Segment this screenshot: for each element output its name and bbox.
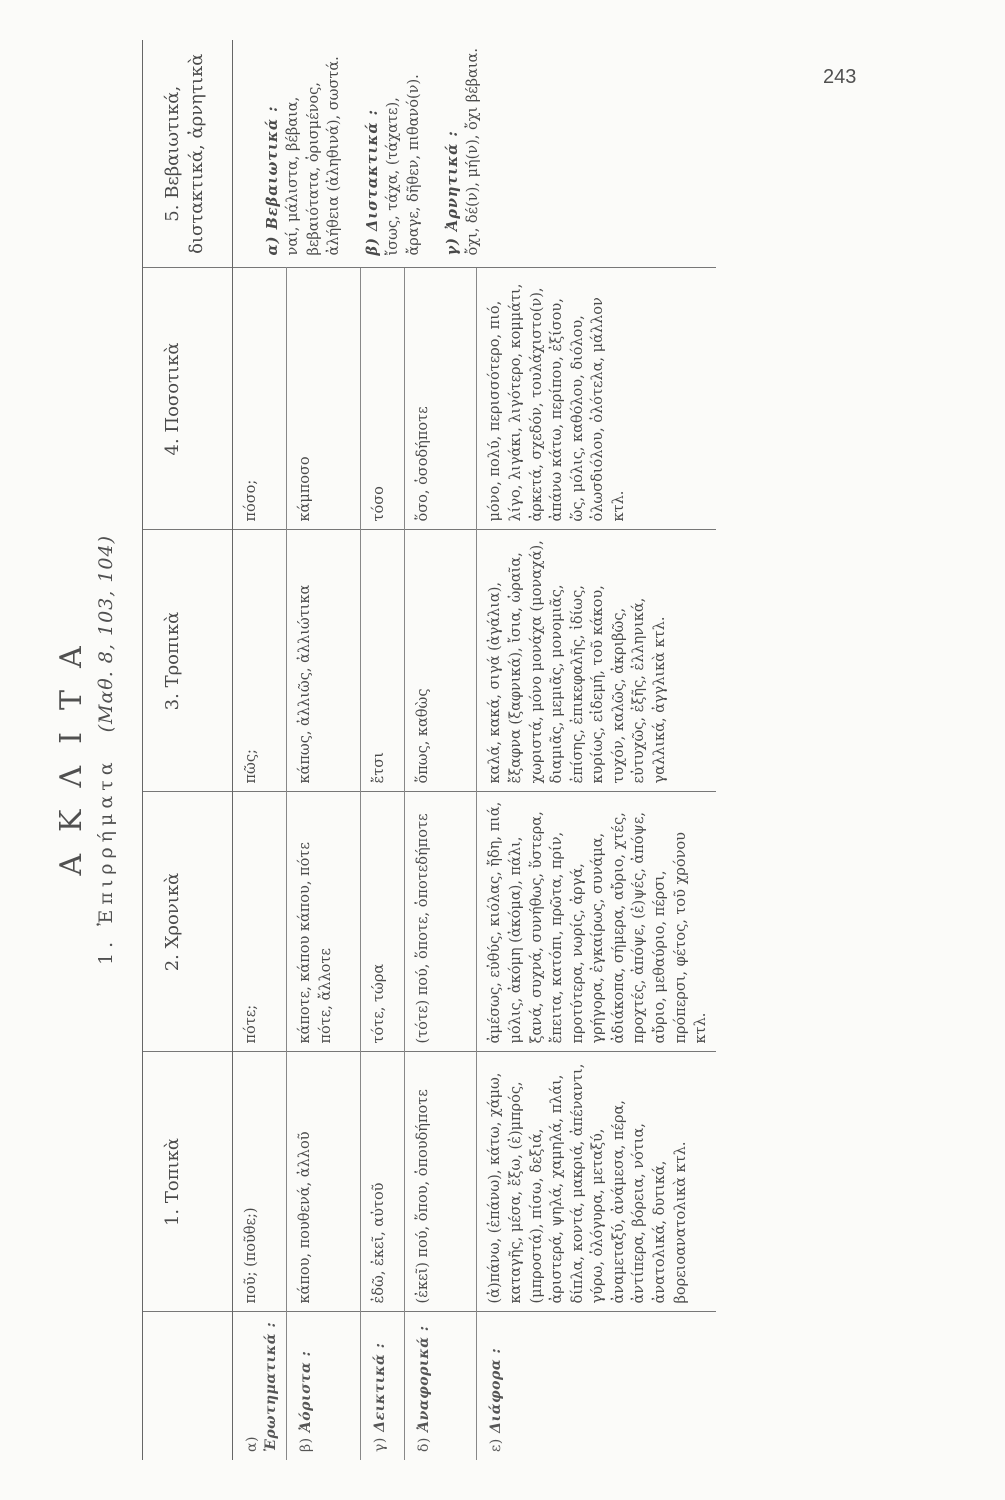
table-cell: κάμποσο xyxy=(287,268,361,530)
table-cell: ὅσο, ὁσοδήποτε xyxy=(405,268,477,530)
section-subtitle xyxy=(95,40,117,1460)
row-label xyxy=(361,1312,405,1460)
row-label-text: Ἀναφορικά : xyxy=(416,1325,433,1432)
affirmative-text: ναί, μάλιστα, βέβαια, βεβαιότατα, ὁρισμένος, ἀλήθεια (ἀληθινά), σωστά. xyxy=(285,56,343,256)
subtitle-text: 1. Ἐπιρρήματα xyxy=(95,757,117,966)
negative-block xyxy=(443,48,484,256)
table-cell: ἐδῶ, ἐκεῖ, αὐτοῦ xyxy=(361,1052,405,1312)
column-header: 3. Τροπικὰ xyxy=(143,530,233,792)
row-label xyxy=(477,1312,716,1460)
subtitle-reference: (Μαθ. 8, 103, 104) xyxy=(95,535,117,733)
negative-text: ὄχι, δέ(ν), μή(ν), ὄχι βέβαια. xyxy=(465,48,482,256)
table-cell: καλά, κακά, σιγά (ἀγάλια), ἔξαφνα (ξαφνικά), ἴσια, ὡραῖα, χωριστά, μόνο μονάχα (μοναχά), διαμιᾶς, μεμιᾶς, μονομιᾶς, ἐπίσης, ἐπικεφαλῆς, ἰδίως, κυρίως, εἰδεμή, τοῦ κάκου, τυχόν, καλῶς, ἀκριβῶς, εὐτυχῶς, ἐξῆς, ἑλληνικά, γαλλικά, ἀγγλικὰ κτλ. xyxy=(477,530,716,792)
affirmative-label: α) Βεβαιωτικά : xyxy=(263,105,281,256)
row-label-text: Δεικτικά : xyxy=(372,1342,389,1432)
page-number: 243 xyxy=(823,66,857,88)
row-prefix: γ) xyxy=(372,1437,389,1452)
table-cell: (ἐκεῖ) πού, ὅπου, ὁπουδήποτε xyxy=(405,1052,477,1312)
row-prefix: β) xyxy=(298,1437,315,1452)
row-label xyxy=(405,1312,477,1460)
dubitative-label: β) Διστακτικά : xyxy=(363,109,381,256)
adverbs-table xyxy=(142,40,716,1460)
table-cell: ποῦ; (ποῦθε;) xyxy=(232,1052,287,1312)
table-cell: μόνο, πολύ, περισσότερο, πιό, λίγο, λιγάκι, λιγότερο, κομμάτι, ἀρκετά, σχεδόν, τουλάχιστο(ν), ἀπάνω κάτω, περίπου, ἐξίσου, ὥς, μόλις, καθόλου, διόλου, ὁλωσδιόλου, ὁλότελα, μάλλον κτλ. xyxy=(477,268,716,530)
row-label-text: Ἀόριστα : xyxy=(298,1350,315,1433)
table-cell: (τότε) πού, ὅποτε, ὁποτεδήποτε xyxy=(405,792,477,1052)
section-title: ΑΚΛΙΤΑ xyxy=(54,624,89,876)
column-header: 5. Βεβαιωτικά, διστακτικά, ἀρνητικὰ xyxy=(143,40,233,268)
row-prefix: α) xyxy=(243,1436,260,1452)
table-cell: ὅπως, καθὼς xyxy=(405,530,477,792)
dubitative-text: ἴσως, τάχα, (τάχατε), ἄραγε, δῆθεν, πιθανό(ν). xyxy=(385,74,423,256)
affirmative-block xyxy=(263,48,345,256)
column-header: 2. Χρονικὰ xyxy=(143,792,233,1052)
negative-label: γ) Ἀρνητικά : xyxy=(443,130,461,256)
row-prefix: ε) xyxy=(488,1438,505,1452)
table-cell: κάποτε, κάπου κάπου, πότε πότε, ἄλλοτε xyxy=(287,792,361,1052)
page-heading xyxy=(50,40,117,1460)
table-cell: τότε, τώρα xyxy=(361,792,405,1052)
column-header: 1. Τοπικὰ xyxy=(143,1052,233,1312)
table-cell: κάπως, ἀλλιῶς, ἀλλιώτικα xyxy=(287,530,361,792)
table-cell: πότε; xyxy=(232,792,287,1052)
row-label xyxy=(287,1312,361,1460)
column-header-empty xyxy=(143,1312,233,1460)
table-cell: πῶς; xyxy=(232,530,287,792)
row-label-text: Διάφορα : xyxy=(488,1347,505,1433)
table-cell: ἀμέσως, εὐθύς, κιόλας, ἤδη, πιά, μόλις, ἀκόμη (ἀκόμα), πάλι, ξανά, συχνά, συνήθως, ὕστερα, ἔπειτα, κατόπι, πρῶτα, πρίν, προτύτερα, νωρίς, ἀργά, γρήγορα, ἐγκαίρως, συνάμα, ἀδιάκοπα, σήμερα, αὔριο, χτές, προχτές, ἀπόψε, (ἐ)ψές, ἀπόψε, αὔριο, μεθαύριο, πέρσι, πρόπερσι, φέτος, τοῦ χρόνου κτλ. xyxy=(477,792,716,1052)
table-cell: (ἀ)πάνω, (ἐπάνω), κάτω, χάμω, καταγῆς, μέσα, ἔξω, (ἐ)μπρός, (μπροστά), πίσω, δεξιά, ἀριστερά, ψηλά, χαμηλά, πλάι, δίπλα, κοντά, μακριά, ἀπέναντι, γύρω, ὁλόγυρα, μεταξύ, ἀναμεταξύ, ἀνάμεσα, πέρα, ἀντίπερα, βόρεια, νότια, ἀνατολικά, δυτικά, βορειοανατολικὰ κτλ. xyxy=(477,1052,716,1312)
dubitative-block xyxy=(363,48,425,256)
row-prefix: δ) xyxy=(416,1437,433,1452)
column-header: 4. Ποσοτικὰ xyxy=(143,268,233,530)
table-row xyxy=(232,40,287,1460)
column5-cell xyxy=(232,40,716,268)
rotated-page-content xyxy=(50,40,910,1460)
table-cell: ἔτσι xyxy=(361,530,405,792)
row-label-text: Ἐρωτηματικά : xyxy=(263,1321,280,1452)
row-label xyxy=(232,1312,287,1460)
table-cell: τόσο xyxy=(361,268,405,530)
table-cell: πόσο; xyxy=(232,268,287,530)
table-header-row xyxy=(143,40,233,1460)
table-cell: κάπου, πουθενά, ἀλλοῦ xyxy=(287,1052,361,1312)
